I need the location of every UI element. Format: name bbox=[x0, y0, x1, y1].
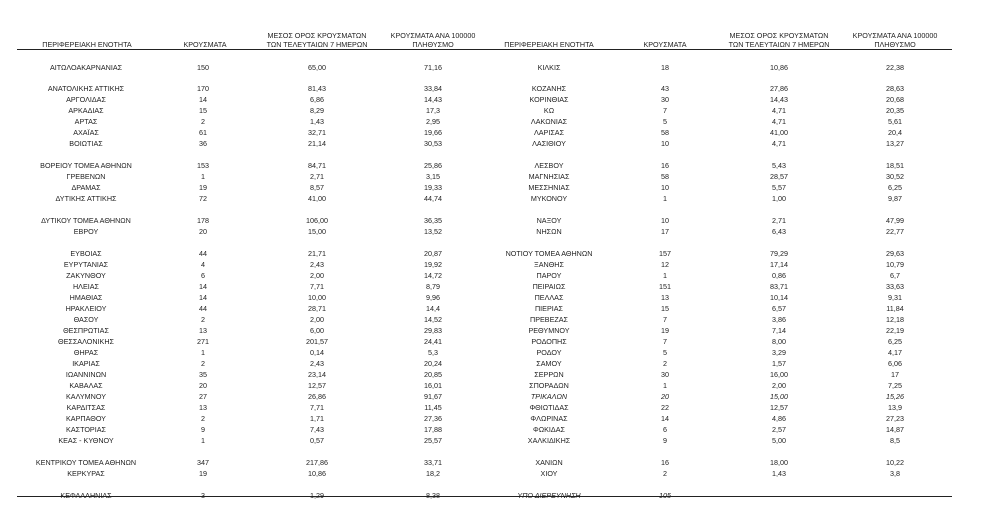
avg7-value: 21,14 bbox=[308, 139, 326, 148]
avg7-value: 8,57 bbox=[310, 183, 324, 192]
avg7-value: 5,00 bbox=[772, 436, 786, 445]
header-per100k-right: ΚΡΟΥΣΜΑΤΑ ΑΝΑ 100000 ΠΛΗΘΥΣΜΟ bbox=[852, 31, 938, 49]
cases-value: 43 bbox=[661, 84, 669, 93]
region-name: ΤΡΙΚΑΛΩΝ bbox=[530, 392, 568, 401]
region-name: ΚΟΡΙΝΘΙΑΣ bbox=[529, 95, 569, 104]
per100k-value: 19,92 bbox=[424, 260, 442, 269]
per100k-value: 6,25 bbox=[888, 337, 902, 346]
avg7-value: 23,14 bbox=[308, 370, 326, 379]
region-name: ΚΑΒΑΛΑΣ bbox=[69, 381, 103, 390]
per100k-value: 9,96 bbox=[426, 293, 440, 302]
per100k-value: 16,01 bbox=[424, 381, 442, 390]
region-name: ΛΕΣΒΟΥ bbox=[534, 161, 564, 170]
cases-value: 1 bbox=[663, 271, 667, 280]
cases-value: 6 bbox=[663, 425, 667, 434]
avg7-value: 2,43 bbox=[310, 260, 324, 269]
avg7-value: 79,29 bbox=[770, 249, 788, 258]
avg7-value: 5,57 bbox=[772, 183, 786, 192]
avg7-value: 27,86 bbox=[770, 84, 788, 93]
per100k-value: 18,51 bbox=[886, 161, 904, 170]
avg7-value: 2,00 bbox=[310, 315, 324, 324]
per100k-value: 47,99 bbox=[886, 216, 904, 225]
avg7-value: 7,71 bbox=[310, 403, 324, 412]
per100k-value: 33,63 bbox=[886, 282, 904, 291]
avg7-value: 81,43 bbox=[308, 84, 326, 93]
region-name: ΧΑΝΙΩΝ bbox=[535, 458, 563, 467]
region-name: ΘΑΣΟΥ bbox=[73, 315, 99, 324]
per100k-value: 13,52 bbox=[424, 227, 442, 236]
cases-value: 20 bbox=[661, 392, 669, 401]
region-name: ΑΧΑΪΑΣ bbox=[73, 128, 99, 137]
avg7-value: 1,29 bbox=[310, 491, 324, 500]
avg7-value: 2,43 bbox=[310, 359, 324, 368]
cases-value: 14 bbox=[199, 95, 207, 104]
per100k-value: 9,31 bbox=[888, 293, 902, 302]
per100k-value: 18,2 bbox=[426, 469, 440, 478]
per100k-value: 30,52 bbox=[886, 172, 904, 181]
avg7-value: 6,57 bbox=[772, 304, 786, 313]
per100k-value: 17 bbox=[891, 370, 899, 379]
region-name: ΧΙΟΥ bbox=[540, 469, 558, 478]
region-name: ΚΕΑΣ - ΚΥΘΝΟΥ bbox=[58, 436, 114, 445]
region-name: ΔΥΤΙΚΟΥ ΤΟΜΕΑ ΑΘΗΝΩΝ bbox=[41, 216, 131, 225]
region-name: ΖΑΚΥΝΘΟΥ bbox=[66, 271, 106, 280]
per100k-value: 11,84 bbox=[886, 304, 904, 313]
region-name: ΑΝΑΤΟΛΙΚΗΣ ΑΤΤΙΚΗΣ bbox=[47, 84, 125, 93]
avg7-value: 106,00 bbox=[306, 216, 328, 225]
avg7-value: 1,71 bbox=[310, 414, 324, 423]
cases-value: 44 bbox=[199, 249, 207, 258]
cases-value: 1 bbox=[663, 381, 667, 390]
region-name: ΔΥΤΙΚΗΣ ΑΤΤΙΚΗΣ bbox=[55, 194, 117, 203]
cases-value: 72 bbox=[199, 194, 207, 203]
per100k-value: 13,27 bbox=[886, 139, 904, 148]
cases-value: 10 bbox=[661, 216, 669, 225]
cases-value: 1 bbox=[201, 436, 205, 445]
avg7-value: 3,86 bbox=[772, 315, 786, 324]
cases-value: 19 bbox=[661, 326, 669, 335]
per100k-value: 22,19 bbox=[886, 326, 904, 335]
avg7-value: 4,71 bbox=[772, 117, 786, 126]
region-name: ΦΛΩΡΙΝΑΣ bbox=[530, 414, 568, 423]
avg7-value: 17,14 bbox=[770, 260, 788, 269]
per100k-value: 17,3 bbox=[426, 106, 440, 115]
avg7-value: 2,71 bbox=[772, 216, 786, 225]
per100k-value: 33,84 bbox=[424, 84, 442, 93]
per100k-value: 14,72 bbox=[424, 271, 442, 280]
avg7-value: 2,00 bbox=[772, 381, 786, 390]
avg7-value: 16,00 bbox=[770, 370, 788, 379]
avg7-value: 10,86 bbox=[770, 63, 788, 72]
avg7-value: 18,00 bbox=[770, 458, 788, 467]
cases-value: 30 bbox=[661, 95, 669, 104]
avg7-value: 7,43 bbox=[310, 425, 324, 434]
region-name: ΣΑΜΟΥ bbox=[536, 359, 562, 368]
cases-value: 5 bbox=[663, 348, 667, 357]
cases-value: 7 bbox=[663, 315, 667, 324]
region-name: ΒΟΙΩΤΙΑΣ bbox=[69, 139, 103, 148]
avg7-value: 0,14 bbox=[310, 348, 324, 357]
avg7-value: 15,00 bbox=[770, 392, 788, 401]
avg7-value: 2,71 bbox=[310, 172, 324, 181]
per100k-value: 19,33 bbox=[424, 183, 442, 192]
avg7-value: 1,57 bbox=[772, 359, 786, 368]
cases-value: 18 bbox=[661, 63, 669, 72]
cases-value: 4 bbox=[201, 260, 205, 269]
cases-value: 12 bbox=[661, 260, 669, 269]
avg7-value: 10,86 bbox=[308, 469, 326, 478]
cases-value: 13 bbox=[199, 326, 207, 335]
region-name: ΙΚΑΡΙΑΣ bbox=[72, 359, 100, 368]
per100k-value: 27,23 bbox=[886, 414, 904, 423]
avg7-value: 2,00 bbox=[310, 271, 324, 280]
cases-value: 150 bbox=[197, 63, 209, 72]
cases-value: 58 bbox=[661, 172, 669, 181]
avg7-value: 26,86 bbox=[308, 392, 326, 401]
region-name: ΠΕΙΡΑΙΩΣ bbox=[532, 282, 566, 291]
avg7-value: 28,57 bbox=[770, 172, 788, 181]
per100k-value: 11,45 bbox=[424, 403, 442, 412]
per100k-value: 5,3 bbox=[428, 348, 438, 357]
cases-value: 6 bbox=[201, 271, 205, 280]
per100k-value: 3,8 bbox=[890, 469, 900, 478]
per100k-value: 25,86 bbox=[424, 161, 442, 170]
per100k-value: 71,16 bbox=[424, 63, 442, 72]
avg7-value: 6,00 bbox=[310, 326, 324, 335]
cases-value: 16 bbox=[661, 161, 669, 170]
per100k-value: 27,36 bbox=[424, 414, 442, 423]
cases-value: 2 bbox=[201, 315, 205, 324]
per100k-value: 3,15 bbox=[426, 172, 440, 181]
cases-value: 58 bbox=[661, 128, 669, 137]
region-name: ΚΕΡΚΥΡΑΣ bbox=[67, 469, 105, 478]
per100k-value: 9,87 bbox=[888, 194, 902, 203]
avg7-value: 41,00 bbox=[308, 194, 326, 203]
cases-value: 347 bbox=[197, 458, 209, 467]
header-cases-left: ΚΡΟΥΣΜΑΤΑ bbox=[183, 40, 227, 49]
region-name: ΡΟΔΟΠΗΣ bbox=[531, 337, 567, 346]
cases-value: 44 bbox=[199, 304, 207, 313]
per100k-value: 22,77 bbox=[886, 227, 904, 236]
per100k-value: 22,38 bbox=[886, 63, 904, 72]
cases-value: 2 bbox=[663, 359, 667, 368]
cases-value: 1 bbox=[201, 172, 205, 181]
cases-value: 15 bbox=[661, 304, 669, 313]
region-name: ΗΜΑΘΙΑΣ bbox=[69, 293, 103, 302]
region-name: ΣΕΡΡΩΝ bbox=[534, 370, 564, 379]
cases-value: 27 bbox=[199, 392, 207, 401]
per100k-value: 6,25 bbox=[888, 183, 902, 192]
region-name: ΗΡΑΚΛΕΙΟΥ bbox=[65, 304, 107, 313]
region-name: ΕΥΡΥΤΑΝΙΑΣ bbox=[63, 260, 109, 269]
header-avg7-right: ΜΕΣΟΣ ΟΡΟΣ ΚΡΟΥΣΜΑΤΩΝ ΤΩΝ ΤΕΛΕΥΤΑΙΩΝ 7 ΗΜΕΡΩΝ bbox=[728, 31, 830, 49]
per100k-value: 24,41 bbox=[424, 337, 442, 346]
avg7-value: 8,29 bbox=[310, 106, 324, 115]
per100k-value: 6,7 bbox=[890, 271, 900, 280]
region-name: ΠΙΕΡΙΑΣ bbox=[534, 304, 564, 313]
per100k-value: 4,17 bbox=[888, 348, 902, 357]
per100k-value: 14,43 bbox=[424, 95, 442, 104]
per100k-value: 30,53 bbox=[424, 139, 442, 148]
header-region-right: ΠΕΡΙΦΕΡΕΙΑΚΗ ΕΝΟΤΗΤΑ bbox=[504, 40, 594, 49]
cases-value: 15 bbox=[199, 106, 207, 115]
cases-value: 36 bbox=[199, 139, 207, 148]
avg7-value: 5,43 bbox=[772, 161, 786, 170]
region-name: ΡΕΘΥΜΝΟΥ bbox=[528, 326, 570, 335]
cases-value: 14 bbox=[661, 414, 669, 423]
cases-value: 2 bbox=[201, 414, 205, 423]
cases-value: 3 bbox=[201, 491, 205, 500]
header-cases-right: ΚΡΟΥΣΜΑΤΑ bbox=[643, 40, 687, 49]
avg7-value: 21,71 bbox=[308, 249, 326, 258]
avg7-value: 7,14 bbox=[772, 326, 786, 335]
region-name: ΔΡΑΜΑΣ bbox=[71, 183, 101, 192]
region-name: ΚΙΛΚΙΣ bbox=[537, 63, 561, 72]
per100k-value: 20,35 bbox=[886, 106, 904, 115]
region-name: ΓΡΕΒΕΝΩΝ bbox=[66, 172, 106, 181]
cases-value: 153 bbox=[197, 161, 209, 170]
cases-value: 1 bbox=[201, 348, 205, 357]
cases-value: 19 bbox=[199, 183, 207, 192]
region-name: ΑΡΓΟΛΙΔΑΣ bbox=[66, 95, 106, 104]
avg7-value: 8,00 bbox=[772, 337, 786, 346]
region-name: ΑΡΚΑΔΙΑΣ bbox=[68, 106, 104, 115]
cases-value: 271 bbox=[197, 337, 209, 346]
region-name: ΜΕΣΣΗΝΙΑΣ bbox=[528, 183, 570, 192]
avg7-value: 4,71 bbox=[772, 106, 786, 115]
per100k-value: 44,74 bbox=[424, 194, 442, 203]
per100k-value: 10,22 bbox=[886, 458, 904, 467]
avg7-value: 4,86 bbox=[772, 414, 786, 423]
cases-value: 10 bbox=[661, 183, 669, 192]
per100k-value: 20,4 bbox=[888, 128, 902, 137]
avg7-value: 7,71 bbox=[310, 282, 324, 291]
region-name: ΚΑΡΠΑΘΟΥ bbox=[66, 414, 106, 423]
avg7-value: 10,14 bbox=[770, 293, 788, 302]
region-name: ΕΒΡΟΥ bbox=[73, 227, 99, 236]
avg7-value: 12,57 bbox=[308, 381, 326, 390]
region-name: ΠΡΕΒΕΖΑΣ bbox=[530, 315, 568, 324]
avg7-value: 201,57 bbox=[306, 337, 328, 346]
per100k-value: 14,4 bbox=[426, 304, 440, 313]
per100k-value: 29,63 bbox=[886, 249, 904, 258]
avg7-value: 41,00 bbox=[770, 128, 788, 137]
avg7-value: 14,43 bbox=[770, 95, 788, 104]
region-name: ΚΑΣΤΟΡΙΑΣ bbox=[66, 425, 106, 434]
avg7-value: 0,86 bbox=[772, 271, 786, 280]
cases-value: 170 bbox=[197, 84, 209, 93]
per100k-value: 5,61 bbox=[888, 117, 902, 126]
per100k-value: 36,35 bbox=[424, 216, 442, 225]
header-per100k-left: ΚΡΟΥΣΜΑΤΑ ΑΝΑ 100000 ΠΛΗΘΥΣΜΟ bbox=[390, 31, 476, 49]
region-name: ΘΕΣΠΡΩΤΙΑΣ bbox=[63, 326, 109, 335]
per100k-value: 8,38 bbox=[426, 491, 440, 500]
region-name: ΚΩ bbox=[543, 106, 555, 115]
avg7-value: 6,43 bbox=[772, 227, 786, 236]
cases-value: 2 bbox=[201, 359, 205, 368]
region-name: ΗΛΕΙΑΣ bbox=[72, 282, 100, 291]
region-name: ΦΘΙΩΤΙΔΑΣ bbox=[529, 403, 569, 412]
per100k-value: 7,25 bbox=[888, 381, 902, 390]
avg7-value: 0,57 bbox=[310, 436, 324, 445]
region-name: ΚΑΡΔΙΤΣΑΣ bbox=[66, 403, 106, 412]
cases-value: 14 bbox=[199, 293, 207, 302]
cases-value: 20 bbox=[199, 227, 207, 236]
region-name: ΘΕΣΣΑΛΟΝΙΚΗΣ bbox=[58, 337, 114, 346]
avg7-value: 3,29 bbox=[772, 348, 786, 357]
per100k-value: 29,83 bbox=[424, 326, 442, 335]
cases-value: 17 bbox=[661, 227, 669, 236]
per100k-value: 20,24 bbox=[424, 359, 442, 368]
region-name: ΣΠΟΡΑΔΩΝ bbox=[529, 381, 569, 390]
avg7-value: 65,00 bbox=[308, 63, 326, 72]
avg7-value: 6,86 bbox=[310, 95, 324, 104]
per100k-value: 20,87 bbox=[424, 249, 442, 258]
per100k-value: 28,63 bbox=[886, 84, 904, 93]
region-name: ΘΗΡΑΣ bbox=[73, 348, 99, 357]
per100k-value: 33,71 bbox=[424, 458, 442, 467]
region-name: ΠΑΡΟΥ bbox=[536, 271, 562, 280]
region-name: ΑΡΤΑΣ bbox=[74, 117, 98, 126]
per100k-value: 20,85 bbox=[424, 370, 442, 379]
avg7-value: 10,00 bbox=[308, 293, 326, 302]
cases-value: 13 bbox=[199, 403, 207, 412]
cases-value: 20 bbox=[199, 381, 207, 390]
per100k-value: 14,87 bbox=[886, 425, 904, 434]
avg7-value: 1,43 bbox=[310, 117, 324, 126]
cases-value: 7 bbox=[663, 337, 667, 346]
region-name: ΛΑΣΙΘΙΟΥ bbox=[532, 139, 566, 148]
region-name: ΝΟΤΙΟΥ ΤΟΜΕΑ ΑΘΗΝΩΝ bbox=[505, 249, 593, 258]
region-name: ΜΑΓΝΗΣΙΑΣ bbox=[528, 172, 570, 181]
per100k-value: 15,26 bbox=[886, 392, 904, 401]
per100k-value: 10,79 bbox=[886, 260, 904, 269]
per100k-value: 19,66 bbox=[424, 128, 442, 137]
cases-value: 30 bbox=[661, 370, 669, 379]
cases-value: 35 bbox=[199, 370, 207, 379]
avg7-value: 12,57 bbox=[770, 403, 788, 412]
avg7-value: 83,71 bbox=[770, 282, 788, 291]
cases-value: 151 bbox=[659, 282, 671, 291]
cases-value: 13 bbox=[661, 293, 669, 302]
region-name: ΙΩΑΝΝΙΝΩΝ bbox=[65, 370, 107, 379]
cases-value: 105 bbox=[659, 491, 671, 500]
avg7-value: 32,71 bbox=[308, 128, 326, 137]
avg7-value: 1,00 bbox=[772, 194, 786, 203]
region-name: ΑΙΤΩΛΟΑΚΑΡΝΑΝΙΑΣ bbox=[49, 63, 123, 72]
per100k-value: 14,52 bbox=[424, 315, 442, 324]
cases-value: 16 bbox=[661, 458, 669, 467]
avg7-value: 15,00 bbox=[308, 227, 326, 236]
per100k-value: 13,9 bbox=[888, 403, 902, 412]
header-region-left: ΠΕΡΙΦΕΡΕΙΑΚΗ ΕΝΟΤΗΤΑ bbox=[42, 40, 132, 49]
region-name: ΛΑΚΩΝΙΑΣ bbox=[530, 117, 568, 126]
per100k-value: 2,95 bbox=[426, 117, 440, 126]
per100k-value: 8,5 bbox=[890, 436, 900, 445]
region-name: ΧΑΛΚΙΔΙΚΗΣ bbox=[527, 436, 571, 445]
cases-value: 5 bbox=[663, 117, 667, 126]
region-name: ΥΠΟ ΔΙΕΡΕΥΝΗΣΗ bbox=[517, 491, 581, 500]
per100k-value: 91,67 bbox=[424, 392, 442, 401]
per100k-value: 6,06 bbox=[888, 359, 902, 368]
avg7-value: 2,57 bbox=[772, 425, 786, 434]
region-name: ΝΗΣΩΝ bbox=[536, 227, 562, 236]
per100k-value: 25,57 bbox=[424, 436, 442, 445]
region-name: ΛΑΡΙΣΑΣ bbox=[533, 128, 565, 137]
region-name: ΡΟΔΟΥ bbox=[536, 348, 562, 357]
cases-value: 9 bbox=[663, 436, 667, 445]
cases-value: 178 bbox=[197, 216, 209, 225]
avg7-value: 1,43 bbox=[772, 469, 786, 478]
avg7-value: 217,86 bbox=[306, 458, 328, 467]
region-name: ΦΩΚΙΔΑΣ bbox=[533, 425, 565, 434]
table-bottom-rule bbox=[17, 496, 952, 497]
region-name: ΕΥΒΟΙΑΣ bbox=[70, 249, 102, 258]
avg7-value: 28,71 bbox=[308, 304, 326, 313]
cases-value: 157 bbox=[659, 249, 671, 258]
cases-value: 7 bbox=[663, 106, 667, 115]
cases-value: 2 bbox=[663, 469, 667, 478]
region-name: ΒΟΡΕΙΟΥ ΤΟΜΕΑ ΑΘΗΝΩΝ bbox=[40, 161, 132, 170]
cases-value: 9 bbox=[201, 425, 205, 434]
cases-value: 1 bbox=[663, 194, 667, 203]
avg7-value: 4,71 bbox=[772, 139, 786, 148]
region-name: ΞΑΝΘΗΣ bbox=[534, 260, 564, 269]
region-name: ΚΕΝΤΡΙΚΟΥ ΤΟΜΕΑ ΑΘΗΝΩΝ bbox=[35, 458, 137, 467]
header-avg7-left: ΜΕΣΟΣ ΟΡΟΣ ΚΡΟΥΣΜΑΤΩΝ ΤΩΝ ΤΕΛΕΥΤΑΙΩΝ 7 ΗΜΕΡΩΝ bbox=[266, 31, 368, 49]
region-name: ΚΟΖΑΝΗΣ bbox=[531, 84, 567, 93]
cases-value: 22 bbox=[661, 403, 669, 412]
region-name: ΠΕΛΛΑΣ bbox=[534, 293, 564, 302]
region-name: ΜΥΚΟΝΟΥ bbox=[530, 194, 568, 203]
cases-value: 2 bbox=[201, 117, 205, 126]
cases-value: 61 bbox=[199, 128, 207, 137]
avg7-value: 84,71 bbox=[308, 161, 326, 170]
cases-value: 14 bbox=[199, 282, 207, 291]
cases-value: 10 bbox=[661, 139, 669, 148]
per100k-value: 8,79 bbox=[426, 282, 440, 291]
cases-value: 19 bbox=[199, 469, 207, 478]
region-name: ΚΑΛΥΜΝΟΥ bbox=[66, 392, 106, 401]
per100k-value: 12,18 bbox=[886, 315, 904, 324]
per100k-value: 17,88 bbox=[424, 425, 442, 434]
region-name: ΚΕΦΑΛΛΗΝΙΑΣ bbox=[60, 491, 112, 500]
region-name: ΝΑΞΟΥ bbox=[536, 216, 562, 225]
per100k-value: 20,68 bbox=[886, 95, 904, 104]
